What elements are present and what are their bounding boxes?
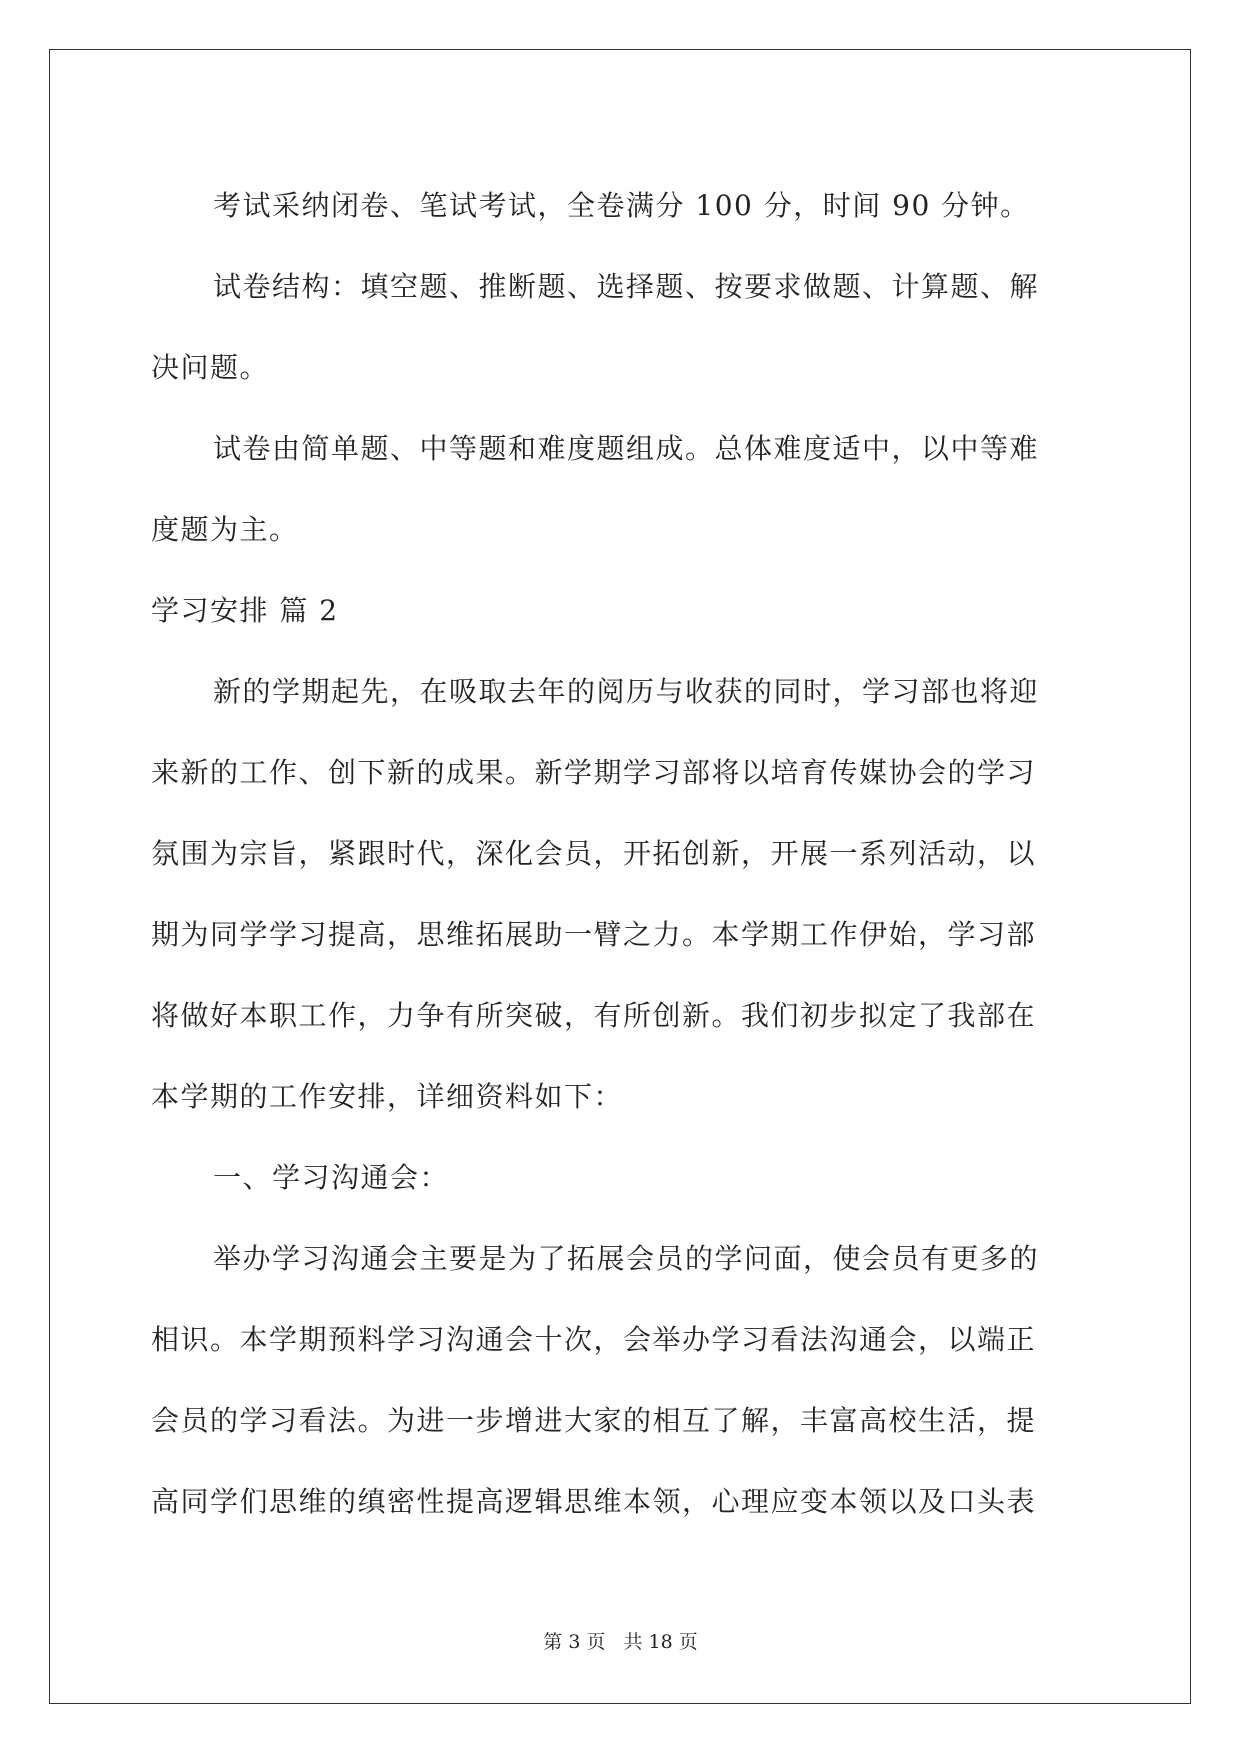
document-body xyxy=(151,165,1091,1542)
paragraph-line: 高同学们思维的缜密性提高逻辑思维本领，心理应变本领以及口头表 xyxy=(151,1485,1037,1518)
paragraph-line: 新的学期起先，在吸取去年的阅历与收获的同时，学习部也将迎 xyxy=(213,675,1040,708)
paragraph-line: 举办学习沟通会主要是为了拓展会员的学问面，使会员有更多的 xyxy=(213,1242,1040,1275)
section-heading: 学习安排 篇 2 xyxy=(151,594,339,627)
paragraph-line: 度题为主。 xyxy=(151,513,299,546)
paragraph-line: 决问题。 xyxy=(151,351,270,384)
paragraph-line: 本学期的工作安排，详细资料如下： xyxy=(151,1080,624,1113)
paragraph-line: 试卷结构：填空题、推断题、选择题、按要求做题、计算题、解 xyxy=(213,270,1040,303)
paragraph-line: 相识。本学期预料学习沟通会十次，会举办学习看法沟通会，以端正 xyxy=(151,1323,1037,1356)
page-footer xyxy=(0,1627,1241,1654)
paragraph-line: 试卷由简单题、中等题和难度题组成。总体难度适中，以中等难 xyxy=(213,432,1040,465)
subsection-heading: 一、学习沟通会： xyxy=(213,1161,450,1194)
paragraph-line: 考试采纳闭卷、笔试考试，全卷满分 100 分，时间 90 分钟。 xyxy=(213,189,1030,222)
paragraph-line: 将做好本职工作，力争有所突破，有所创新。我们初步拟定了我部在 xyxy=(151,999,1037,1032)
page-number: 第 3 页 xyxy=(543,1631,606,1653)
page-total: 共 18 页 xyxy=(623,1631,698,1653)
paragraph-line: 期为同学学习提高，思维拓展助一臂之力。本学期工作伊始，学习部 xyxy=(151,918,1037,951)
paragraph-line: 氛围为宗旨，紧跟时代，深化会员，开拓创新，开展一系列活动，以 xyxy=(151,837,1037,870)
paragraph-line: 会员的学习看法。为进一步增进大家的相互了解，丰富高校生活，提 xyxy=(151,1404,1037,1437)
paragraph-line: 来新的工作、创下新的成果。新学期学习部将以培育传媒协会的学习 xyxy=(151,756,1037,789)
